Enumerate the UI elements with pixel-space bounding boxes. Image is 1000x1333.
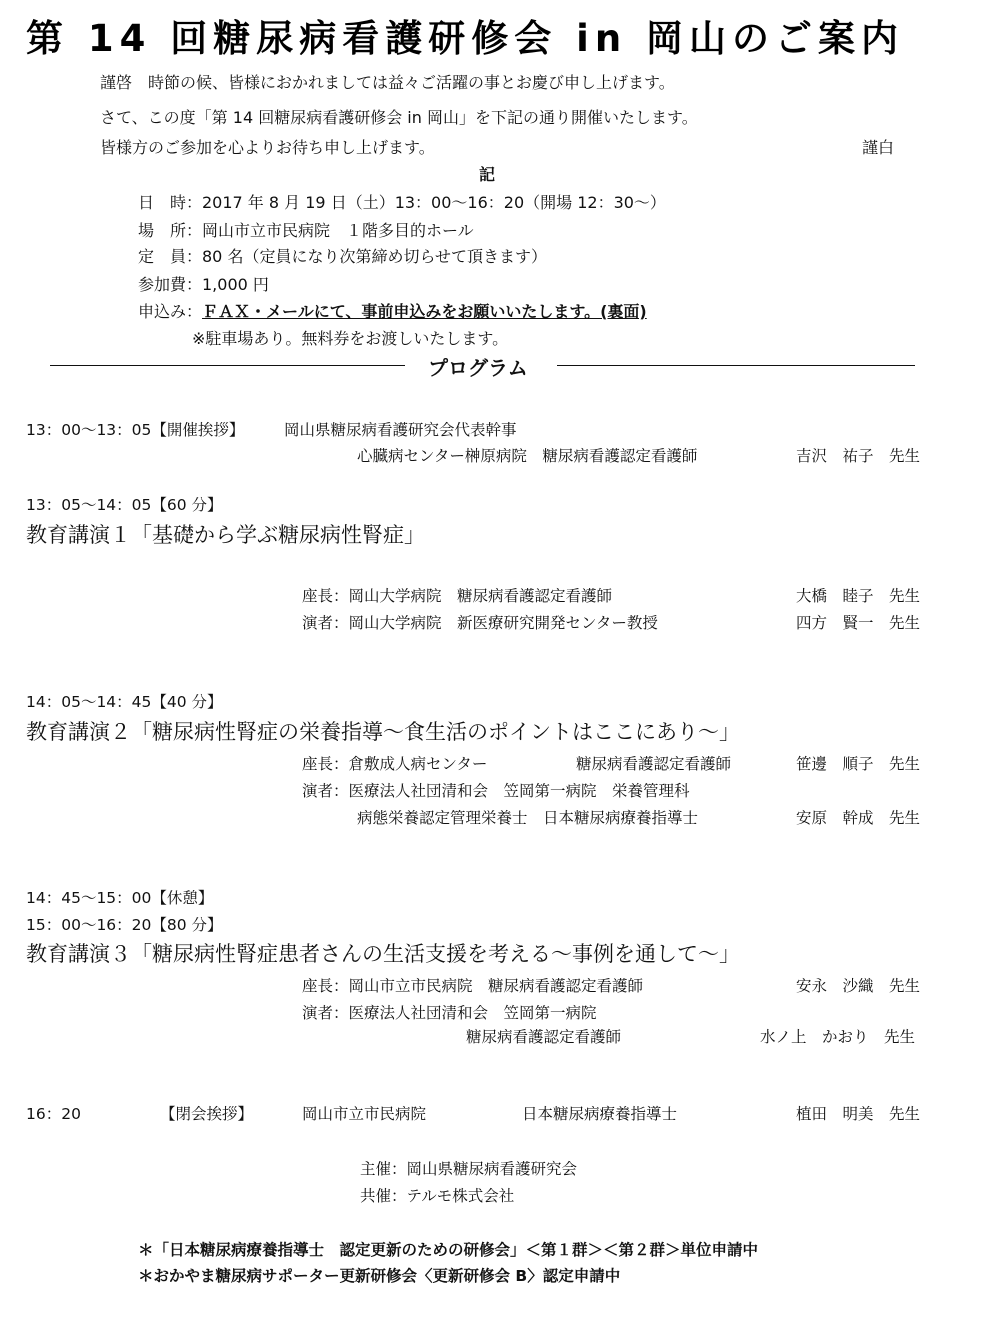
- organizer: 主催：岡山県糖尿病看護研究会: [360, 1160, 578, 1178]
- lecture1-chair: 座長：岡山大学病院 糖尿病看護認定看護師: [302, 587, 613, 605]
- detail-capacity: 定 員：80 名（定員になり次第締め切らせて頂きます）: [138, 247, 547, 266]
- program-heading: プログラム: [428, 356, 528, 380]
- program-rule-left: [50, 365, 405, 366]
- note-2: ＊おかやま糖尿病サポーター更新研修会〈更新研修会 B〉認定申請中: [138, 1267, 621, 1285]
- lecture2-title: 教育講演２「糖尿病性腎症の栄養指導～食生活のポイントはここにあり～」: [26, 720, 740, 744]
- apply-label: 申込み：: [138, 302, 203, 321]
- detail-place: 場 所：岡山市立市民病院 １階多目的ホール: [138, 221, 474, 240]
- lecture1-speaker-name: 四方 賢一 先生: [796, 614, 921, 632]
- lecture3-speaker-role: 糖尿病看護認定看護師: [466, 1028, 622, 1046]
- detail-parking: ※駐車場あり。無料券をお渡しいたします。: [192, 329, 509, 348]
- page-title: 第 14 回糖尿病看護研修会 in 岡山のご案内: [26, 17, 905, 60]
- lecture1-chair-name: 大橋 睦子 先生: [796, 587, 921, 605]
- lecture1-speaker: 演者：岡山大学病院 新医療研究開発センター教授: [302, 614, 658, 632]
- program-rule-right: [557, 365, 915, 366]
- closing-label: 【閉会挨拶】: [160, 1105, 254, 1123]
- detail-date: 日 時：2017 年 8 月 19 日（土）13：00～16：20（開場 12：30～）: [138, 193, 666, 212]
- closing-role: 日本糖尿病療養指導士: [522, 1105, 678, 1123]
- lecture1-time: 13：05～14：05【60 分】: [26, 496, 223, 514]
- lecture3-speaker-name: 水ノ上 かおり 先生: [760, 1028, 916, 1046]
- lecture2-time: 14：05～14：45【40 分】: [26, 693, 223, 711]
- lecture2-speaker-name: 安原 幹成 先生: [796, 809, 921, 827]
- lecture3-chair: 座長：岡山市立市民病院 糖尿病看護認定看護師: [302, 977, 644, 995]
- lecture2-chair: 座長：倉敷成人病センター: [302, 755, 488, 773]
- opening-affiliation: 心臓病センター榊原病院 糖尿病看護認定看護師: [357, 447, 698, 465]
- lecture2-speaker: 演者：医療法人社団清和会 笠岡第一病院 栄養管理科: [302, 782, 690, 800]
- greeting-line-2: さて、この度「第 14 回糖尿病看護研修会 in 岡山」を下記の通り開催いたします。: [100, 108, 698, 127]
- opening-name: 吉沢 祐子 先生: [796, 447, 921, 465]
- lecture3-time: 15：00～16：20【80 分】: [26, 916, 223, 934]
- lecture2-speaker-role: 病態栄養認定管理栄養士 日本糖尿病療養指導士: [357, 809, 699, 827]
- greeting-line-1: 謹啓 時節の候、皆様におかれましては益々ご活躍の事とお慶び申し上げます。: [100, 73, 675, 92]
- closing-name: 植田 明美 先生: [796, 1105, 921, 1123]
- break-time: 14：45～15：00【休憩】: [26, 889, 214, 907]
- lecture2-chair-name: 笹邊 順子 先生: [796, 755, 921, 773]
- closing-hospital: 岡山市立市民病院: [302, 1105, 427, 1123]
- closing-time: 16：20: [26, 1105, 81, 1123]
- greeting-line-3: 皆様方のご参加を心よりお待ち申し上げます。: [100, 138, 435, 157]
- detail-fee: 参加費：1,000 円: [138, 275, 269, 294]
- lecture1-title: 教育講演１「基礎から学ぶ糖尿病性腎症」: [26, 523, 425, 547]
- detail-apply: [138, 299, 647, 322]
- opening-org: 岡山県糖尿病看護研究会代表幹事: [284, 421, 517, 439]
- sponsor: 共催：テルモ株式会社: [360, 1187, 515, 1205]
- lecture3-speaker: 演者：医療法人社団清和会 笠岡第一病院: [302, 1004, 597, 1022]
- greeting-closing: 謹白: [862, 138, 895, 157]
- lecture3-chair-name: 安永 沙織 先生: [796, 977, 921, 995]
- opening-time: 13：00～13：05【開催挨拶】: [26, 421, 245, 439]
- lecture3-title: 教育講演３「糖尿病性腎症患者さんの生活支援を考える～事例を通して～」: [26, 942, 740, 966]
- ki-heading: 記: [479, 165, 496, 184]
- lecture2-chair-role: 糖尿病看護認定看護師: [576, 755, 732, 773]
- apply-text: ＦＡＸ・メールにて、事前申込みをお願いいたします。(裏面): [202, 302, 647, 321]
- note-1: ＊「日本糖尿病療養指導士 認定更新のための研修会」＜第１群＞＜第２群＞単位申請中: [138, 1241, 759, 1259]
